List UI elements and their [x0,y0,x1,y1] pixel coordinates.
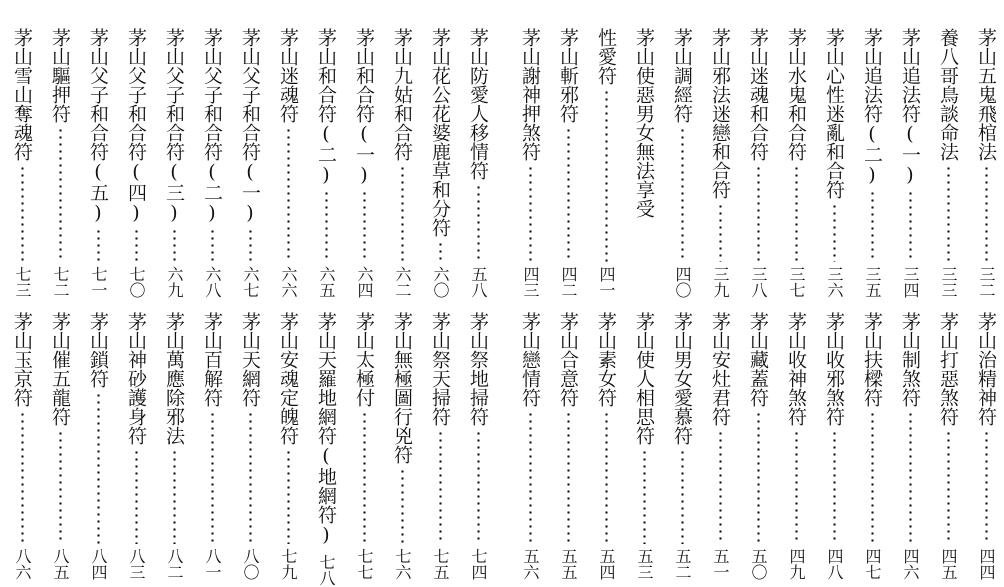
toc-entry-title: 茅山催五龍符 [49,312,71,426]
toc-entry [744,28,772,298]
toc-page-number: 五一 [711,548,730,580]
toc-entry-title: 茅山天羅地網符(地網符) [315,312,337,546]
toc-page-number: 七二 [51,266,70,298]
toc-page-number: 七三 [13,266,32,298]
toc-dot-leader [643,449,646,544]
toc-entry [896,312,924,580]
toc-dot-leader [97,392,100,544]
toc-page-number: 五二 [673,548,692,580]
toc-dot-leader [173,449,176,544]
toc-dot-leader [795,430,798,544]
toc-entry-title: 茅山男女愛慕符 [671,312,693,445]
toc-entry [122,312,150,580]
toc-dot-leader [795,165,798,262]
toc-page-number: 八四 [89,548,108,580]
toc-entry [820,312,848,580]
toc-entry [630,312,658,580]
toc-entry [160,28,188,298]
toc-entry [706,28,734,298]
toc-dot-leader [871,411,874,544]
toc-entry-title: 茅山使人相思符 [633,312,655,445]
toc-entry [516,312,544,580]
toc-entry-title: 茅山水鬼和合符 [785,28,807,161]
toc-entry-title: 茅山父子和合符(一) [239,28,261,224]
toc-dot-leader [833,430,836,544]
toc-dot-leader [909,411,912,544]
toc-dot-leader [211,228,214,262]
toc-entry [274,28,302,298]
toc-entry-title: 茅山斬邪符 [557,28,579,123]
toc-page-number: 五四 [597,548,616,580]
toc-dot-leader [287,127,290,262]
toc-page-number: 六九 [165,266,184,298]
toc-entry [312,312,340,586]
toc-dot-leader [567,127,570,262]
toc-entry-title: 茅山無極圖行兇符 [391,312,413,464]
toc-page-number: 三四 [901,266,920,298]
toc-dot-leader [439,241,442,262]
toc-page-number: 五六 [521,548,540,580]
toc-dot-leader [985,165,988,262]
toc-entry-title: 茅山鎖符 [87,312,109,388]
toc-page-number: 三五 [863,266,882,298]
toc-entry-title: 茅山父子和合符(三) [163,28,185,224]
toc-entry-title: 茅山戀情符 [519,312,541,407]
toc-top-band [0,28,1004,298]
toc-dot-leader [719,203,722,262]
toc-entry [858,28,886,298]
toc-entry-title: 茅山邪法迷戀和合符 [709,28,731,199]
toc-entry [46,312,74,580]
toc-entry-title: 茅山和合符(二) [315,28,337,186]
toc-dot-leader [249,228,252,262]
toc-dot-leader [173,228,176,262]
toc-page-number: 三九 [711,266,730,298]
toc-entry [122,28,150,298]
toc-dot-leader [833,203,836,262]
toc-entry-title: 茅山祭地掃符 [467,312,489,426]
toc-page-number: 四四 [977,548,996,580]
toc-entry [84,28,112,298]
toc-entry [350,28,378,298]
toc-page-number: 四五 [939,548,958,580]
toc-page-number: 六五 [317,266,336,298]
toc-page-number: 四〇 [673,266,692,298]
toc-dot-leader [567,411,570,544]
toc-entry-title: 茅山治精神符 [975,312,997,426]
toc-dot-leader [757,165,760,262]
toc-page-number: 四七 [863,548,882,580]
toc-page-number: 八〇 [241,548,260,580]
toc-entry-title: 茅山制煞符 [899,312,921,407]
toc-page-number: 八一 [203,548,222,580]
toc-dot-leader [719,430,722,544]
toc-dot-leader [401,468,404,544]
toc-entry-title: 茅山太極付 [353,312,375,407]
toc-entry [934,312,962,580]
toc-dot-leader [135,228,138,262]
toc-entry [198,312,226,580]
toc-dot-leader [605,411,608,544]
toc-entry-title: 茅山百解符 [201,312,223,407]
toc-dot-leader [135,449,138,544]
toc-page-number: 五〇 [749,548,768,580]
toc-dot-leader [529,411,532,544]
toc-entry-title: 茅山驅押符 [49,28,71,123]
toc-page-number: 三六 [825,266,844,298]
toc-page-number: 七七 [355,548,374,580]
toc-page-number: 三七 [787,266,806,298]
toc-entry-title: 茅山萬應除邪法 [163,312,185,445]
toc-entry [896,28,924,298]
toc-entry-title: 茅山雪山奪魂符 [11,28,33,161]
toc-entry [592,28,620,298]
toc-page-number: 三八 [749,266,768,298]
toc-entry [972,312,1000,580]
toc-page-number: 六二 [393,266,412,298]
toc-entry-title: 茅山合意符 [557,312,579,407]
toc-dot-leader [477,184,480,262]
toc-entry [554,28,582,298]
toc-page-number: 三三 [939,266,958,298]
toc-dot-leader [871,190,874,262]
toc-entry-title: 茅山和合符(一) [353,28,375,186]
toc-page-number: 七八 [317,554,336,586]
toc-entry-title: 茅山五鬼飛棺法 [975,28,997,161]
toc-dot-leader [21,165,24,262]
toc-dot-leader [681,127,684,262]
toc-entry [668,28,696,298]
toc-entry [8,28,36,298]
toc-entry-title: 茅山玉京符 [11,312,33,407]
toc-entry [426,312,454,580]
toc-entry-title: 茅山收邪煞符 [823,312,845,426]
toc-entry-title: 茅山防愛人移情符 [467,28,489,180]
toc-page-number: 四八 [825,548,844,580]
toc-page-number: 七九 [279,548,298,580]
toc-entry-title: 茅山父子和合符(四) [125,28,147,224]
toc-page-number: 四三 [521,266,540,298]
toc-dot-leader [363,411,366,544]
toc-dot-leader [681,449,684,544]
toc-entry-title: 茅山藏蓋符 [747,312,769,407]
toc-page-number: 四六 [901,548,920,580]
toc-entry-title: 茅山追法符(二) [861,28,883,186]
toc-entry [84,312,112,580]
toc-entry [972,28,1000,298]
toc-entry [782,28,810,298]
toc-entry-title: 茅山扶樑符 [861,312,883,407]
toc-entry-title: 茅山神砂護身符 [125,312,147,445]
toc-entry [858,312,886,580]
toc-entry [464,312,492,580]
toc-dot-leader [21,411,24,544]
toc-entry [464,28,492,298]
toc-page-number: 六七 [241,266,260,298]
toc-page-number: 六八 [203,266,222,298]
toc-page-number: 八三 [127,548,146,580]
toc-entry [198,28,226,298]
toc-entry-title: 茅山心性迷亂和合符 [823,28,845,199]
toc-dot-leader [401,165,404,262]
toc-entry-title: 茅山九姑和合符 [391,28,413,161]
toc-entry-title: 茅山花公花婆鹿草和分符 [429,28,451,237]
toc-page-number: 七六 [393,548,412,580]
toc-entry [554,312,582,580]
toc-entry-title: 茅山謝神押煞符 [519,28,541,161]
toc-entry-title: 茅山父子和合符(五) [87,28,109,224]
toc-dot-leader [985,430,988,544]
toc-entry-title: 養八哥鳥談命法 [937,28,959,161]
toc-dot-leader [97,228,100,262]
toc-dot-leader [605,89,608,262]
toc-entry [46,28,74,298]
toc-dot-leader [363,190,366,262]
toc-dot-leader [211,411,214,544]
toc-entry-title: 茅山追法符(一) [899,28,921,186]
toc-dot-leader [59,127,62,262]
toc-dot-leader [947,165,950,262]
toc-entry [706,312,734,580]
toc-entry [426,28,454,298]
toc-entry [274,312,302,580]
toc-page-number: 八二 [165,548,184,580]
toc-entry-title: 茅山安魂定魄符 [277,312,299,445]
toc-entry [160,312,188,580]
toc-dot-leader [909,190,912,262]
toc-dot-leader [757,411,760,544]
toc-entry [630,28,658,298]
toc-entry-title: 性愛符 [595,28,617,85]
toc-page-number: 八五 [51,548,70,580]
toc-dot-leader [59,430,62,544]
toc-page-number: 六四 [355,266,374,298]
toc-page-number: 五五 [559,548,578,580]
toc-entry-title: 茅山天網符 [239,312,261,407]
toc-entry-title: 茅山收神煞符 [785,312,807,426]
toc-page-number: 七五 [431,548,450,580]
toc-entry [236,312,264,580]
toc-entry [516,28,544,298]
toc-entry [236,28,264,298]
toc-dot-leader [529,165,532,262]
toc-entry [8,312,36,580]
toc-bottom-band [0,312,1004,586]
toc-entry [668,312,696,580]
toc-dot-leader [249,411,252,544]
toc-page-number: 五三 [635,548,654,580]
toc-dot-leader [325,190,328,262]
toc-entry [388,312,416,580]
toc-entry-title: 茅山迷魂和合符 [747,28,769,161]
toc-dot-leader [947,430,950,544]
toc-dot-leader [287,449,290,544]
toc-entry [934,28,962,298]
toc-entry [592,312,620,580]
toc-page-number: 四二 [559,266,578,298]
toc-page-number: 三二 [977,266,996,298]
toc-page-number: 七〇 [127,266,146,298]
toc-entry-title: 茅山調經符 [671,28,693,123]
toc-entry-title: 茅山打惡煞符 [937,312,959,426]
toc-entry [350,312,378,580]
toc-dot-leader [477,430,480,544]
toc-dot-leader [439,430,442,544]
toc-page-number: 七四 [469,548,488,580]
toc-entry [782,312,810,580]
toc-page-number: 六〇 [431,266,450,298]
toc-page-number: 七一 [89,266,108,298]
toc-page-number: 五八 [469,266,488,298]
toc-entry-title: 茅山祭天掃符 [429,312,451,426]
toc-entry-title: 茅山素女符 [595,312,617,407]
toc-page-number: 六六 [279,266,298,298]
toc-page-number: 四九 [787,548,806,580]
toc-entry [744,312,772,580]
toc-entry-title: 茅山使惡男女無法享受 [633,28,655,218]
toc-entry [312,28,340,298]
toc-page-number: 四一 [597,266,616,298]
toc-page-number: 八六 [13,548,32,580]
toc-entry-title: 茅山安灶君符 [709,312,731,426]
toc-entry [388,28,416,298]
toc-entry-title: 茅山父子和合符(二) [201,28,223,224]
toc-entry [820,28,848,298]
toc-entry-title: 茅山迷魂符 [277,28,299,123]
